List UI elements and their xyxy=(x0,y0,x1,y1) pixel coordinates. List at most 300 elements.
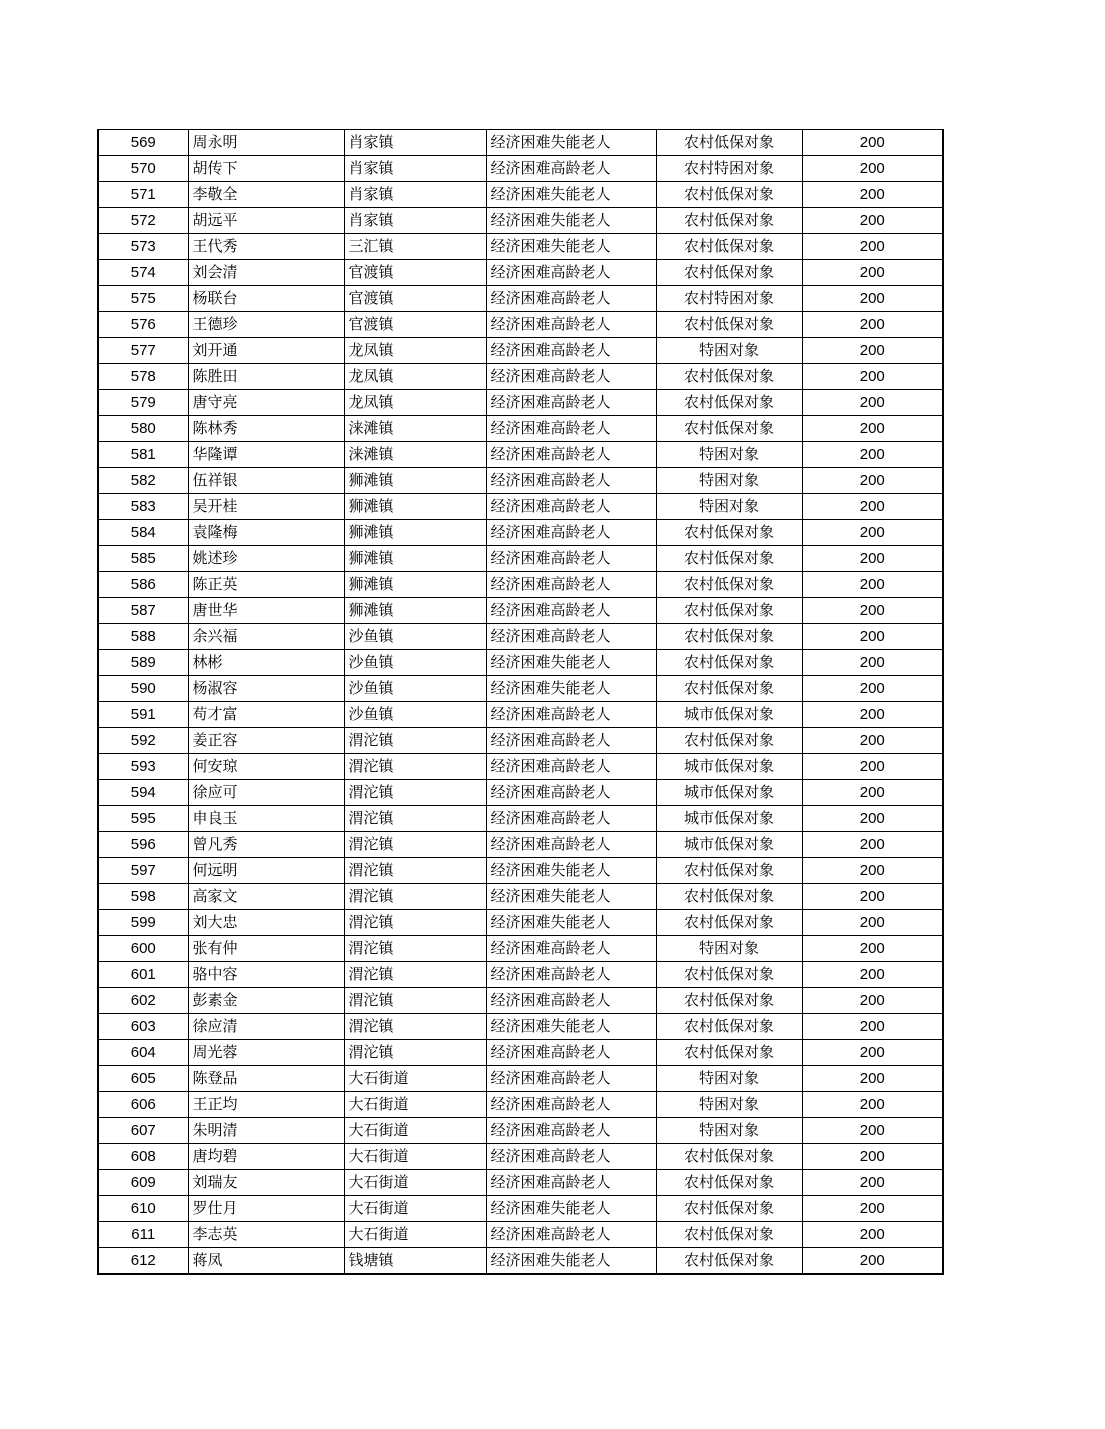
cell-subsidy-type: 经济困难高龄老人 xyxy=(486,286,656,312)
cell-category: 农村特困对象 xyxy=(656,286,802,312)
cell-name: 朱明清 xyxy=(188,1118,344,1144)
cell-name: 周永明 xyxy=(188,130,344,156)
cell-subsidy-type: 经济困难失能老人 xyxy=(486,858,656,884)
cell-name: 刘开通 xyxy=(188,338,344,364)
cell-amount: 200 xyxy=(802,910,943,936)
cell-subsidy-type: 经济困难失能老人 xyxy=(486,182,656,208)
cell-subsidy-type: 经济困难高龄老人 xyxy=(486,1118,656,1144)
cell-category: 农村特困对象 xyxy=(656,156,802,182)
cell-amount: 200 xyxy=(802,702,943,728)
cell-category: 特困对象 xyxy=(656,1066,802,1092)
table-row xyxy=(98,910,943,936)
cell-category: 农村低保对象 xyxy=(656,1144,802,1170)
cell-category: 农村低保对象 xyxy=(656,1222,802,1248)
cell-amount: 200 xyxy=(802,208,943,234)
cell-category: 农村低保对象 xyxy=(656,312,802,338)
cell-name: 林彬 xyxy=(188,650,344,676)
cell-amount: 200 xyxy=(802,806,943,832)
cell-subsidy-type: 经济困难高龄老人 xyxy=(486,1222,656,1248)
cell-amount: 200 xyxy=(802,468,943,494)
cell-town: 龙凤镇 xyxy=(344,390,486,416)
cell-subsidy-type: 经济困难高龄老人 xyxy=(486,598,656,624)
cell-town: 沙鱼镇 xyxy=(344,676,486,702)
cell-name: 申良玉 xyxy=(188,806,344,832)
cell-category: 农村低保对象 xyxy=(656,624,802,650)
cell-town: 龙凤镇 xyxy=(344,338,486,364)
cell-subsidy-type: 经济困难失能老人 xyxy=(486,130,656,156)
cell-name: 唐均碧 xyxy=(188,1144,344,1170)
cell-index: 577 xyxy=(98,338,188,364)
cell-category: 农村低保对象 xyxy=(656,676,802,702)
cell-index: 603 xyxy=(98,1014,188,1040)
cell-index: 601 xyxy=(98,962,188,988)
cell-town: 渭沱镇 xyxy=(344,962,486,988)
table-row xyxy=(98,962,943,988)
cell-amount: 200 xyxy=(802,286,943,312)
cell-subsidy-type: 经济困难高龄老人 xyxy=(486,260,656,286)
cell-name: 陈胜田 xyxy=(188,364,344,390)
cell-subsidy-type: 经济困难高龄老人 xyxy=(486,624,656,650)
cell-name: 周光蓉 xyxy=(188,1040,344,1066)
cell-subsidy-type: 经济困难高龄老人 xyxy=(486,468,656,494)
table-row xyxy=(98,182,943,208)
cell-town: 大石街道 xyxy=(344,1066,486,1092)
cell-index: 611 xyxy=(98,1222,188,1248)
cell-town: 涞滩镇 xyxy=(344,442,486,468)
cell-name: 刘瑞友 xyxy=(188,1170,344,1196)
cell-name: 高家文 xyxy=(188,884,344,910)
cell-category: 特困对象 xyxy=(656,442,802,468)
cell-subsidy-type: 经济困难高龄老人 xyxy=(486,338,656,364)
table-row xyxy=(98,754,943,780)
cell-index: 586 xyxy=(98,572,188,598)
cell-category: 农村低保对象 xyxy=(656,1040,802,1066)
cell-category: 城市低保对象 xyxy=(656,702,802,728)
cell-name: 杨淑容 xyxy=(188,676,344,702)
cell-amount: 200 xyxy=(802,546,943,572)
cell-subsidy-type: 经济困难失能老人 xyxy=(486,208,656,234)
cell-index: 606 xyxy=(98,1092,188,1118)
cell-category: 城市低保对象 xyxy=(656,806,802,832)
cell-town: 龙凤镇 xyxy=(344,364,486,390)
table-row xyxy=(98,1066,943,1092)
cell-name: 姜正容 xyxy=(188,728,344,754)
cell-index: 599 xyxy=(98,910,188,936)
cell-category: 农村低保对象 xyxy=(656,260,802,286)
cell-subsidy-type: 经济困难高龄老人 xyxy=(486,364,656,390)
cell-town: 钱塘镇 xyxy=(344,1248,486,1275)
cell-town: 渭沱镇 xyxy=(344,832,486,858)
table-row xyxy=(98,312,943,338)
cell-category: 特困对象 xyxy=(656,494,802,520)
cell-name: 袁隆梅 xyxy=(188,520,344,546)
cell-index: 594 xyxy=(98,780,188,806)
cell-amount: 200 xyxy=(802,1222,943,1248)
cell-subsidy-type: 经济困难高龄老人 xyxy=(486,728,656,754)
cell-amount: 200 xyxy=(802,1170,943,1196)
cell-amount: 200 xyxy=(802,676,943,702)
cell-town: 官渡镇 xyxy=(344,260,486,286)
table-row xyxy=(98,208,943,234)
cell-amount: 200 xyxy=(802,312,943,338)
cell-town: 渭沱镇 xyxy=(344,780,486,806)
cell-index: 585 xyxy=(98,546,188,572)
cell-index: 595 xyxy=(98,806,188,832)
cell-subsidy-type: 经济困难高龄老人 xyxy=(486,936,656,962)
cell-subsidy-type: 经济困难失能老人 xyxy=(486,650,656,676)
cell-category: 农村低保对象 xyxy=(656,390,802,416)
table-row xyxy=(98,624,943,650)
cell-town: 官渡镇 xyxy=(344,286,486,312)
cell-subsidy-type: 经济困难高龄老人 xyxy=(486,494,656,520)
cell-category: 农村低保对象 xyxy=(656,728,802,754)
cell-town: 肖家镇 xyxy=(344,208,486,234)
cell-town: 狮滩镇 xyxy=(344,520,486,546)
cell-name: 吴开桂 xyxy=(188,494,344,520)
cell-category: 特困对象 xyxy=(656,468,802,494)
cell-town: 渭沱镇 xyxy=(344,936,486,962)
cell-town: 渭沱镇 xyxy=(344,884,486,910)
cell-name: 唐世华 xyxy=(188,598,344,624)
cell-index: 588 xyxy=(98,624,188,650)
cell-index: 589 xyxy=(98,650,188,676)
cell-town: 渭沱镇 xyxy=(344,754,486,780)
cell-index: 582 xyxy=(98,468,188,494)
cell-category: 农村低保对象 xyxy=(656,572,802,598)
table-row xyxy=(98,936,943,962)
cell-category: 农村低保对象 xyxy=(656,598,802,624)
cell-category: 农村低保对象 xyxy=(656,1196,802,1222)
cell-name: 姚述珍 xyxy=(188,546,344,572)
table-row xyxy=(98,390,943,416)
cell-town: 狮滩镇 xyxy=(344,468,486,494)
cell-amount: 200 xyxy=(802,130,943,156)
cell-amount: 200 xyxy=(802,442,943,468)
cell-category: 农村低保对象 xyxy=(656,364,802,390)
cell-name: 彭素金 xyxy=(188,988,344,1014)
cell-amount: 200 xyxy=(802,624,943,650)
cell-amount: 200 xyxy=(802,1118,943,1144)
cell-index: 608 xyxy=(98,1144,188,1170)
cell-name: 王正均 xyxy=(188,1092,344,1118)
cell-amount: 200 xyxy=(802,416,943,442)
cell-name: 罗仕月 xyxy=(188,1196,344,1222)
cell-town: 肖家镇 xyxy=(344,130,486,156)
cell-town: 渭沱镇 xyxy=(344,858,486,884)
cell-subsidy-type: 经济困难高龄老人 xyxy=(486,754,656,780)
cell-category: 特困对象 xyxy=(656,338,802,364)
table-row xyxy=(98,1014,943,1040)
cell-amount: 200 xyxy=(802,962,943,988)
cell-index: 598 xyxy=(98,884,188,910)
cell-index: 592 xyxy=(98,728,188,754)
cell-category: 农村低保对象 xyxy=(656,858,802,884)
cell-subsidy-type: 经济困难失能老人 xyxy=(486,1248,656,1275)
table-row xyxy=(98,130,943,156)
cell-subsidy-type: 经济困难失能老人 xyxy=(486,676,656,702)
cell-name: 陈登品 xyxy=(188,1066,344,1092)
cell-category: 农村低保对象 xyxy=(656,416,802,442)
cell-name: 刘会清 xyxy=(188,260,344,286)
cell-category: 农村低保对象 xyxy=(656,182,802,208)
cell-amount: 200 xyxy=(802,260,943,286)
cell-town: 渭沱镇 xyxy=(344,806,486,832)
cell-index: 607 xyxy=(98,1118,188,1144)
cell-town: 狮滩镇 xyxy=(344,546,486,572)
cell-index: 569 xyxy=(98,130,188,156)
cell-subsidy-type: 经济困难失能老人 xyxy=(486,910,656,936)
table-row xyxy=(98,1118,943,1144)
cell-subsidy-type: 经济困难高龄老人 xyxy=(486,702,656,728)
cell-town: 沙鱼镇 xyxy=(344,624,486,650)
table-row xyxy=(98,1040,943,1066)
cell-town: 狮滩镇 xyxy=(344,598,486,624)
cell-name: 苟才富 xyxy=(188,702,344,728)
cell-index: 573 xyxy=(98,234,188,260)
cell-amount: 200 xyxy=(802,780,943,806)
cell-category: 城市低保对象 xyxy=(656,754,802,780)
table-row xyxy=(98,546,943,572)
table-row xyxy=(98,468,943,494)
cell-name: 王代秀 xyxy=(188,234,344,260)
cell-category: 农村低保对象 xyxy=(656,208,802,234)
cell-name: 杨联台 xyxy=(188,286,344,312)
cell-category: 农村低保对象 xyxy=(656,650,802,676)
cell-index: 597 xyxy=(98,858,188,884)
cell-subsidy-type: 经济困难高龄老人 xyxy=(486,156,656,182)
cell-category: 农村低保对象 xyxy=(656,988,802,1014)
cell-town: 渭沱镇 xyxy=(344,728,486,754)
cell-subsidy-type: 经济困难失能老人 xyxy=(486,1014,656,1040)
cell-index: 578 xyxy=(98,364,188,390)
cell-town: 大石街道 xyxy=(344,1092,486,1118)
cell-category: 农村低保对象 xyxy=(656,884,802,910)
table-row xyxy=(98,286,943,312)
cell-index: 612 xyxy=(98,1248,188,1275)
cell-town: 沙鱼镇 xyxy=(344,702,486,728)
cell-name: 余兴福 xyxy=(188,624,344,650)
cell-category: 农村低保对象 xyxy=(656,1248,802,1275)
cell-amount: 200 xyxy=(802,1014,943,1040)
cell-index: 604 xyxy=(98,1040,188,1066)
cell-category: 农村低保对象 xyxy=(656,1170,802,1196)
cell-subsidy-type: 经济困难高龄老人 xyxy=(486,1040,656,1066)
cell-town: 渭沱镇 xyxy=(344,910,486,936)
cell-index: 600 xyxy=(98,936,188,962)
cell-subsidy-type: 经济困难高龄老人 xyxy=(486,962,656,988)
table-row xyxy=(98,884,943,910)
cell-amount: 200 xyxy=(802,1248,943,1275)
table-row xyxy=(98,338,943,364)
cell-amount: 200 xyxy=(802,598,943,624)
cell-name: 李敬全 xyxy=(188,182,344,208)
cell-town: 肖家镇 xyxy=(344,156,486,182)
cell-town: 大石街道 xyxy=(344,1144,486,1170)
cell-town: 大石街道 xyxy=(344,1196,486,1222)
cell-town: 渭沱镇 xyxy=(344,1014,486,1040)
table-row xyxy=(98,494,943,520)
cell-index: 571 xyxy=(98,182,188,208)
cell-amount: 200 xyxy=(802,390,943,416)
cell-category: 农村低保对象 xyxy=(656,546,802,572)
table-row xyxy=(98,234,943,260)
cell-name: 伍祥银 xyxy=(188,468,344,494)
cell-amount: 200 xyxy=(802,494,943,520)
cell-index: 576 xyxy=(98,312,188,338)
cell-category: 城市低保对象 xyxy=(656,832,802,858)
cell-subsidy-type: 经济困难失能老人 xyxy=(486,884,656,910)
cell-category: 农村低保对象 xyxy=(656,962,802,988)
cell-name: 张有仲 xyxy=(188,936,344,962)
cell-category: 城市低保对象 xyxy=(656,780,802,806)
cell-amount: 200 xyxy=(802,754,943,780)
cell-amount: 200 xyxy=(802,884,943,910)
cell-index: 583 xyxy=(98,494,188,520)
cell-index: 609 xyxy=(98,1170,188,1196)
cell-town: 大石街道 xyxy=(344,1118,486,1144)
cell-name: 何远明 xyxy=(188,858,344,884)
cell-index: 590 xyxy=(98,676,188,702)
cell-index: 580 xyxy=(98,416,188,442)
cell-name: 骆中容 xyxy=(188,962,344,988)
cell-name: 唐守亮 xyxy=(188,390,344,416)
cell-name: 徐应可 xyxy=(188,780,344,806)
cell-subsidy-type: 经济困难高龄老人 xyxy=(486,832,656,858)
cell-category: 农村低保对象 xyxy=(656,910,802,936)
cell-town: 渭沱镇 xyxy=(344,1040,486,1066)
cell-subsidy-type: 经济困难高龄老人 xyxy=(486,1144,656,1170)
table-row xyxy=(98,364,943,390)
cell-town: 肖家镇 xyxy=(344,182,486,208)
cell-town: 大石街道 xyxy=(344,1170,486,1196)
cell-index: 591 xyxy=(98,702,188,728)
cell-category: 农村低保对象 xyxy=(656,234,802,260)
cell-name: 胡远平 xyxy=(188,208,344,234)
cell-index: 605 xyxy=(98,1066,188,1092)
cell-subsidy-type: 经济困难高龄老人 xyxy=(486,780,656,806)
table-row xyxy=(98,1248,943,1275)
cell-amount: 200 xyxy=(802,728,943,754)
cell-category: 农村低保对象 xyxy=(656,130,802,156)
cell-subsidy-type: 经济困难高龄老人 xyxy=(486,988,656,1014)
cell-amount: 200 xyxy=(802,1092,943,1118)
cell-category: 农村低保对象 xyxy=(656,520,802,546)
cell-amount: 200 xyxy=(802,520,943,546)
cell-amount: 200 xyxy=(802,1144,943,1170)
cell-index: 579 xyxy=(98,390,188,416)
cell-index: 584 xyxy=(98,520,188,546)
cell-name: 徐应清 xyxy=(188,1014,344,1040)
cell-index: 581 xyxy=(98,442,188,468)
cell-name: 陈正英 xyxy=(188,572,344,598)
cell-subsidy-type: 经济困难高龄老人 xyxy=(486,416,656,442)
cell-index: 572 xyxy=(98,208,188,234)
cell-subsidy-type: 经济困难高龄老人 xyxy=(486,572,656,598)
table-row xyxy=(98,780,943,806)
cell-name: 王德珍 xyxy=(188,312,344,338)
cell-town: 狮滩镇 xyxy=(344,572,486,598)
table-row xyxy=(98,702,943,728)
cell-town: 狮滩镇 xyxy=(344,494,486,520)
cell-amount: 200 xyxy=(802,156,943,182)
table-row xyxy=(98,1092,943,1118)
cell-name: 何安琼 xyxy=(188,754,344,780)
cell-town: 三汇镇 xyxy=(344,234,486,260)
cell-town: 官渡镇 xyxy=(344,312,486,338)
cell-name: 胡传下 xyxy=(188,156,344,182)
table-row xyxy=(98,650,943,676)
table-row xyxy=(98,520,943,546)
cell-subsidy-type: 经济困难高龄老人 xyxy=(486,390,656,416)
cell-index: 596 xyxy=(98,832,188,858)
cell-name: 李志英 xyxy=(188,1222,344,1248)
cell-subsidy-type: 经济困难失能老人 xyxy=(486,1196,656,1222)
cell-index: 587 xyxy=(98,598,188,624)
table-body xyxy=(98,130,943,1275)
cell-amount: 200 xyxy=(802,988,943,1014)
cell-amount: 200 xyxy=(802,364,943,390)
table-row xyxy=(98,728,943,754)
cell-amount: 200 xyxy=(802,936,943,962)
cell-category: 特困对象 xyxy=(656,936,802,962)
cell-amount: 200 xyxy=(802,832,943,858)
cell-name: 蒋凤 xyxy=(188,1248,344,1275)
table-row xyxy=(98,676,943,702)
cell-town: 渭沱镇 xyxy=(344,988,486,1014)
cell-subsidy-type: 经济困难高龄老人 xyxy=(486,1170,656,1196)
cell-index: 593 xyxy=(98,754,188,780)
cell-amount: 200 xyxy=(802,1066,943,1092)
cell-category: 农村低保对象 xyxy=(656,1014,802,1040)
table-row xyxy=(98,1144,943,1170)
cell-town: 大石街道 xyxy=(344,1222,486,1248)
cell-subsidy-type: 经济困难高龄老人 xyxy=(486,546,656,572)
table-row xyxy=(98,858,943,884)
cell-name: 陈林秀 xyxy=(188,416,344,442)
cell-category: 特困对象 xyxy=(656,1118,802,1144)
cell-index: 602 xyxy=(98,988,188,1014)
cell-amount: 200 xyxy=(802,858,943,884)
table-row xyxy=(98,416,943,442)
table-row xyxy=(98,1196,943,1222)
table-row xyxy=(98,1222,943,1248)
cell-index: 610 xyxy=(98,1196,188,1222)
cell-subsidy-type: 经济困难失能老人 xyxy=(486,234,656,260)
table-row xyxy=(98,156,943,182)
cell-name: 曾凡秀 xyxy=(188,832,344,858)
table-row xyxy=(98,598,943,624)
cell-town: 涞滩镇 xyxy=(344,416,486,442)
cell-name: 华隆谭 xyxy=(188,442,344,468)
subsidy-table xyxy=(97,129,944,1275)
cell-amount: 200 xyxy=(802,1196,943,1222)
cell-town: 沙鱼镇 xyxy=(344,650,486,676)
cell-index: 574 xyxy=(98,260,188,286)
table-row xyxy=(98,442,943,468)
cell-subsidy-type: 经济困难高龄老人 xyxy=(486,520,656,546)
cell-index: 570 xyxy=(98,156,188,182)
table-row xyxy=(98,260,943,286)
cell-subsidy-type: 经济困难高龄老人 xyxy=(486,1066,656,1092)
table-row xyxy=(98,1170,943,1196)
cell-subsidy-type: 经济困难高龄老人 xyxy=(486,442,656,468)
table-row xyxy=(98,988,943,1014)
cell-amount: 200 xyxy=(802,650,943,676)
cell-amount: 200 xyxy=(802,572,943,598)
table-row xyxy=(98,832,943,858)
cell-name: 刘大忠 xyxy=(188,910,344,936)
table-row xyxy=(98,806,943,832)
